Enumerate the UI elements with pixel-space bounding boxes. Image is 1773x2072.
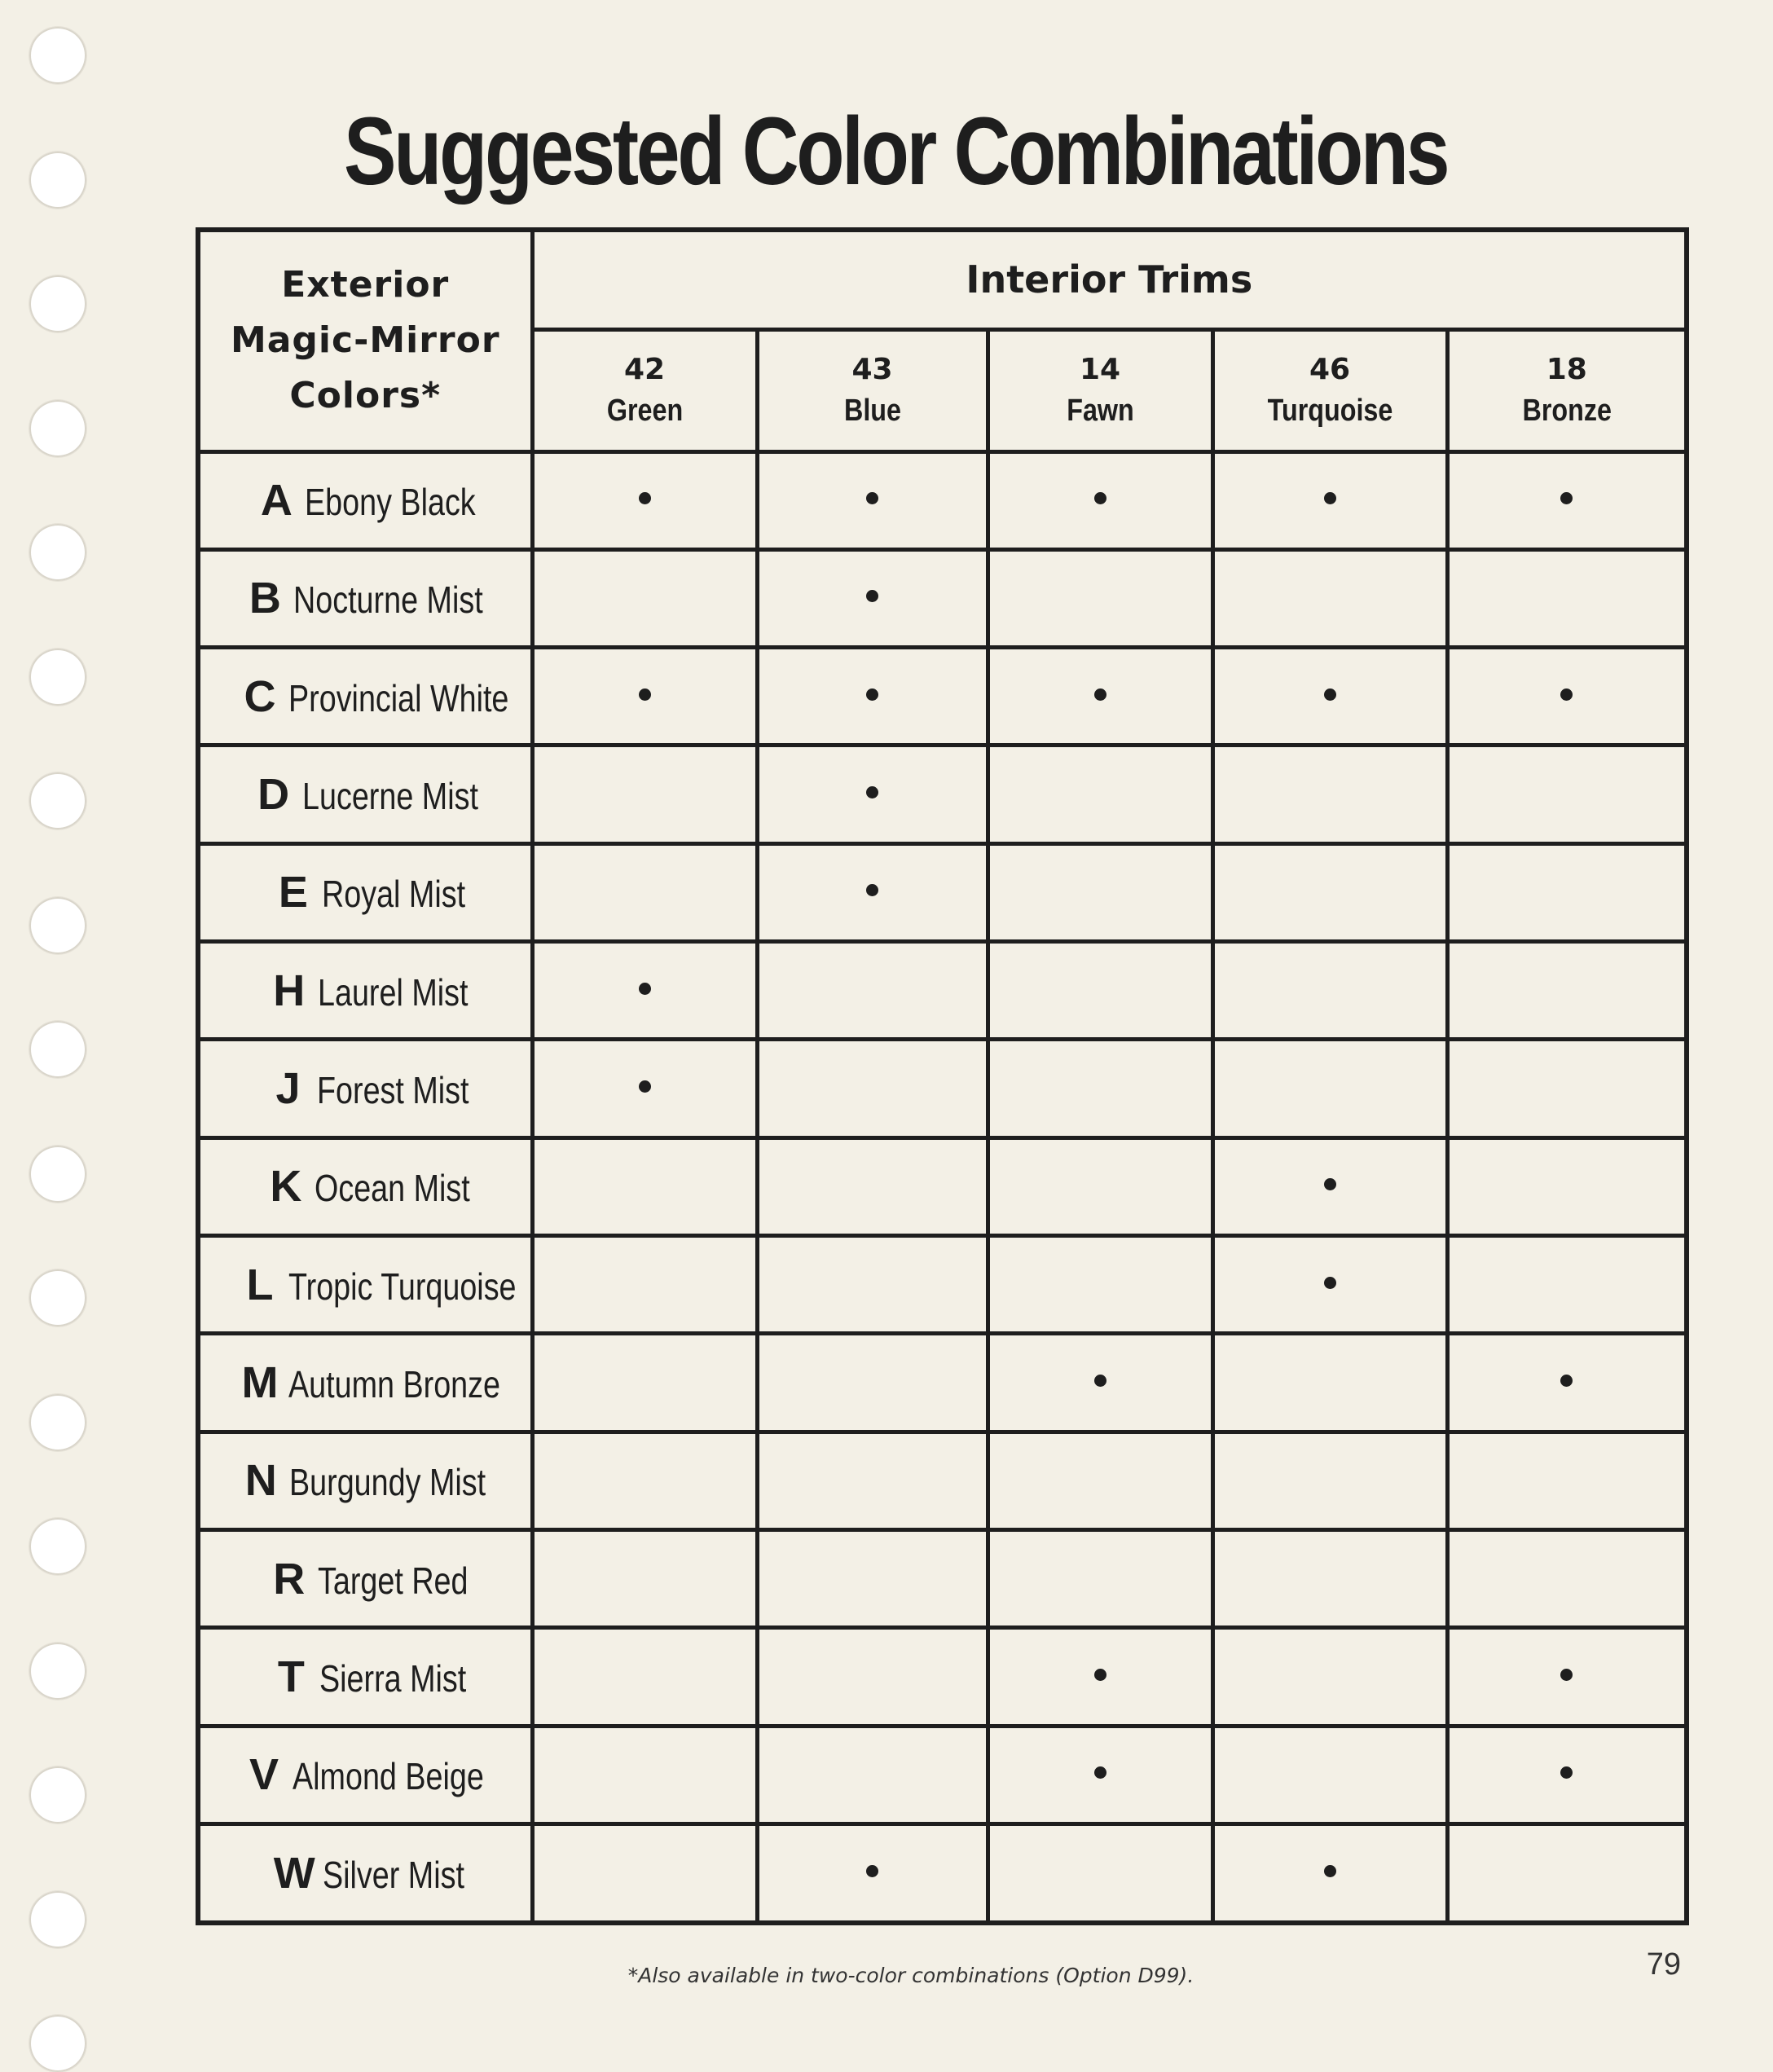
page-title: Suggested Color Combinations	[344, 98, 1448, 205]
suggested-dot-icon	[1324, 1277, 1336, 1289]
exterior-color-cell	[198, 746, 532, 843]
combination-cell	[757, 451, 988, 549]
color-name: Nocturne Mist	[293, 578, 484, 622]
combination-cell	[532, 1137, 757, 1235]
combination-cell	[532, 1432, 757, 1529]
binder-hole	[29, 152, 86, 209]
trim-code: 46	[1309, 353, 1351, 386]
combination-cell	[988, 942, 1212, 1040]
combination-cell	[1447, 746, 1687, 843]
combination-cell	[532, 942, 757, 1040]
color-name: Burgundy Mist	[289, 1461, 486, 1504]
trim-code: 43	[851, 353, 893, 386]
combination-cell	[532, 1628, 757, 1726]
combination-cell	[1212, 1334, 1447, 1432]
trim-code: 14	[1079, 353, 1121, 386]
combination-cell	[532, 746, 757, 843]
trim-name: Bronze	[1522, 394, 1612, 428]
binder-hole	[29, 1021, 86, 1078]
combination-cell	[1212, 843, 1447, 941]
combination-cell	[532, 843, 757, 941]
exterior-color-cell	[198, 1824, 532, 1923]
exterior-color-cell	[198, 648, 532, 746]
page-number: 79	[1646, 1947, 1681, 1982]
table-row	[198, 451, 1687, 549]
color-letter: N	[244, 1456, 277, 1506]
color-name: Ocean Mist	[314, 1167, 470, 1210]
binder-hole	[29, 27, 86, 84]
exterior-color-cell	[198, 1334, 532, 1432]
combination-cell	[1447, 549, 1687, 647]
suggested-dot-icon	[1560, 688, 1573, 701]
combination-cell	[1212, 1530, 1447, 1628]
suggested-dot-icon	[1094, 688, 1106, 701]
combination-cell	[757, 942, 988, 1040]
color-name: Royal Mist	[321, 873, 465, 916]
suggested-dot-icon	[1560, 492, 1573, 504]
color-name: Silver Mist	[323, 1854, 465, 1897]
trim-header-cell	[1212, 329, 1447, 451]
combination-cell	[757, 746, 988, 843]
color-name: Ebony Black	[305, 481, 477, 524]
suggested-dot-icon	[1324, 492, 1336, 504]
exterior-color-cell	[198, 1432, 532, 1529]
combination-cell	[1212, 549, 1447, 647]
combination-cell	[988, 1432, 1212, 1529]
color-name: Almond Beige	[293, 1755, 484, 1798]
combination-cell	[1447, 1236, 1687, 1334]
combination-cell	[532, 1824, 757, 1923]
combination-cell	[1447, 942, 1687, 1040]
binder-hole	[29, 524, 86, 581]
combination-cell	[1212, 451, 1447, 549]
trim-name: Blue	[843, 394, 901, 428]
table-row	[198, 843, 1687, 941]
combination-cell	[757, 648, 988, 746]
exterior-colors-header	[198, 230, 532, 451]
combination-cell	[757, 1236, 988, 1334]
combination-cell	[532, 451, 757, 549]
combination-cell	[757, 843, 988, 941]
suggested-dot-icon	[1324, 688, 1336, 701]
combination-cell	[988, 648, 1212, 746]
suggested-dot-icon	[1560, 1375, 1573, 1387]
combination-cell	[1447, 1334, 1687, 1432]
binder-hole	[29, 1146, 86, 1203]
trim-name: Fawn	[1066, 394, 1134, 428]
trim-code: 18	[1546, 353, 1587, 386]
suggested-dot-icon	[639, 688, 651, 701]
color-letter: R	[273, 1554, 306, 1603]
combination-cell	[988, 549, 1212, 647]
suggested-dot-icon	[639, 492, 651, 504]
binder-hole	[29, 400, 86, 457]
combination-cell	[988, 1334, 1212, 1432]
combination-cell	[1447, 1137, 1687, 1235]
combination-cell	[757, 1628, 988, 1726]
combination-cell	[532, 1530, 757, 1628]
combination-cell	[532, 1040, 757, 1137]
exterior-header-line: Colors*	[289, 375, 442, 417]
exterior-header-line: Magic-Mirror	[230, 319, 500, 362]
interior-trims-header: Interior Trims	[532, 230, 1687, 329]
combination-cell	[1212, 1040, 1447, 1137]
exterior-header-line: Exterior	[281, 264, 450, 306]
binder-hole	[29, 1766, 86, 1823]
combination-cell	[1447, 843, 1687, 941]
binder-holes	[0, 0, 106, 2067]
trim-header-cell	[532, 329, 757, 451]
combination-cell	[988, 451, 1212, 549]
color-name: Autumn Bronze	[288, 1363, 500, 1406]
binder-hole	[29, 1891, 86, 1948]
table-row	[198, 746, 1687, 843]
suggested-dot-icon	[866, 688, 878, 701]
binder-hole	[29, 772, 86, 829]
suggested-dot-icon	[639, 983, 651, 995]
combination-cell	[1447, 1432, 1687, 1529]
footnote: *Also available in two-color combinations (Option D99).	[627, 1964, 1194, 1987]
table-row	[198, 549, 1687, 647]
exterior-color-cell	[198, 1137, 532, 1235]
combination-cell	[1212, 1137, 1447, 1235]
exterior-color-cell	[198, 1726, 532, 1823]
color-name: Sierra Mist	[319, 1657, 467, 1700]
table-row	[198, 1824, 1687, 1923]
exterior-color-cell	[198, 1628, 532, 1726]
suggested-dot-icon	[866, 884, 878, 896]
suggested-dot-icon	[1560, 1766, 1573, 1779]
trim-name: Turquoise	[1267, 394, 1392, 428]
table-row	[198, 942, 1687, 1040]
color-letter: E	[278, 868, 308, 917]
combination-cell	[757, 1137, 988, 1235]
exterior-color-cell	[198, 549, 532, 647]
combination-cell	[1212, 1628, 1447, 1726]
exterior-color-cell	[198, 451, 532, 549]
suggested-dot-icon	[1560, 1669, 1573, 1681]
combination-cell	[757, 549, 988, 647]
combination-cell	[532, 648, 757, 746]
binder-hole	[29, 1518, 86, 1575]
color-letter: W	[273, 1849, 315, 1898]
table-body	[198, 451, 1687, 1923]
color-letter: J	[275, 1064, 301, 1114]
exterior-color-cell	[198, 843, 532, 941]
binder-hole	[29, 1269, 86, 1326]
combination-cell	[988, 1040, 1212, 1137]
color-letter: A	[260, 476, 293, 526]
suggested-dot-icon	[1094, 1669, 1106, 1681]
trim-header-cell	[1447, 329, 1687, 451]
combination-cell	[757, 1040, 988, 1137]
combination-cell	[1212, 746, 1447, 843]
combination-cell	[1447, 1530, 1687, 1628]
table-row	[198, 1530, 1687, 1628]
trim-code: 42	[623, 353, 666, 386]
combination-cell	[1447, 1824, 1687, 1923]
combination-cell	[757, 1726, 988, 1823]
color-letter: C	[244, 671, 276, 721]
combination-cell	[532, 549, 757, 647]
table-row	[198, 1137, 1687, 1235]
combination-cell	[757, 1432, 988, 1529]
combination-cell	[1212, 1236, 1447, 1334]
combination-cell	[1212, 648, 1447, 746]
trim-header-cell	[757, 329, 988, 451]
binder-hole	[29, 275, 86, 332]
combination-cell	[757, 1824, 988, 1923]
combination-cell	[1447, 1628, 1687, 1726]
color-name: Tropic Turquoise	[288, 1265, 517, 1308]
exterior-color-cell	[198, 1530, 532, 1628]
combination-cell	[1212, 942, 1447, 1040]
trim-header-cell	[988, 329, 1212, 451]
color-letter: T	[277, 1652, 305, 1702]
binder-hole	[29, 1394, 86, 1451]
combination-cell	[1212, 1726, 1447, 1823]
combination-cell	[532, 1236, 757, 1334]
combination-cell	[988, 1236, 1212, 1334]
combination-cell	[988, 746, 1212, 843]
suggested-dot-icon	[1324, 1178, 1336, 1190]
combination-cell	[1447, 451, 1687, 549]
combination-cell	[532, 1726, 757, 1823]
suggested-dot-icon	[1324, 1865, 1336, 1877]
combination-cell	[988, 1628, 1212, 1726]
combination-cell	[1447, 648, 1687, 746]
combination-cell	[532, 1334, 757, 1432]
combination-cell	[988, 1824, 1212, 1923]
table-row	[198, 1726, 1687, 1823]
suggested-dot-icon	[639, 1080, 651, 1093]
color-name: Provincial White	[288, 676, 509, 719]
combination-cell	[1447, 1040, 1687, 1137]
table-row	[198, 1432, 1687, 1529]
color-letter: V	[249, 1750, 279, 1800]
color-letter: H	[273, 966, 306, 1015]
color-letter: D	[257, 770, 290, 820]
exterior-color-cell	[198, 1236, 532, 1334]
combination-cell	[1212, 1432, 1447, 1529]
table-row	[198, 648, 1687, 746]
color-name: Target Red	[317, 1559, 469, 1602]
trim-name: Green	[606, 394, 683, 428]
suggested-dot-icon	[866, 590, 878, 602]
combination-cell	[757, 1334, 988, 1432]
combination-cell	[988, 843, 1212, 941]
suggested-dot-icon	[866, 1865, 878, 1877]
combination-cell	[1447, 1726, 1687, 1823]
color-letter: M	[241, 1358, 279, 1408]
table-row	[198, 1628, 1687, 1726]
suggested-dot-icon	[1094, 1766, 1106, 1779]
color-letter: B	[249, 574, 281, 623]
binder-hole	[29, 897, 86, 954]
combination-cell	[757, 1530, 988, 1628]
table-row	[198, 1040, 1687, 1137]
binder-hole	[29, 649, 86, 706]
color-letter: L	[246, 1260, 274, 1309]
suggested-dot-icon	[1094, 1375, 1106, 1387]
combination-cell	[988, 1726, 1212, 1823]
suggested-dot-icon	[1094, 492, 1106, 504]
color-combinations-table	[196, 227, 1689, 1925]
color-name: Lucerne Mist	[301, 775, 478, 818]
table-row	[198, 1334, 1687, 1432]
table-row	[198, 1236, 1687, 1334]
exterior-color-cell	[198, 1040, 532, 1137]
combination-cell	[1212, 1824, 1447, 1923]
suggested-dot-icon	[866, 492, 878, 504]
binder-hole	[29, 1643, 86, 1700]
color-name: Laurel Mist	[317, 970, 469, 1014]
suggested-dot-icon	[866, 786, 878, 798]
combination-cell	[988, 1137, 1212, 1235]
exterior-color-cell	[198, 942, 532, 1040]
color-letter: K	[270, 1162, 302, 1212]
color-name: Forest Mist	[316, 1069, 469, 1112]
combination-cell	[988, 1530, 1212, 1628]
binder-hole	[29, 2015, 86, 2072]
